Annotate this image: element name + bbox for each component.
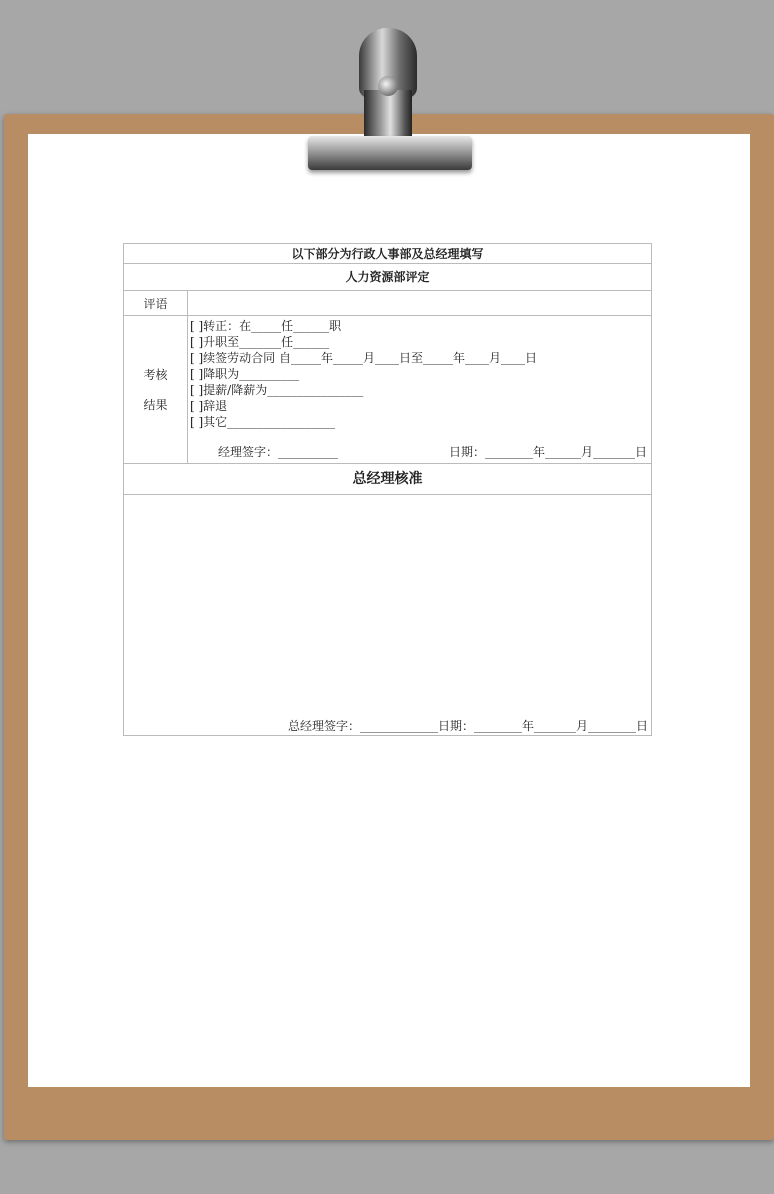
comment-field[interactable]	[188, 291, 651, 315]
result-label	[124, 316, 188, 463]
evaluation-form	[123, 243, 652, 736]
gm-approval-area[interactable]	[124, 495, 651, 735]
manager-date-field[interactable]: 日期：________年______月_______日	[448, 445, 647, 459]
form-top-note: 以下部分为行政人事部及总经理填写	[124, 244, 651, 264]
clip-rivet	[378, 76, 398, 96]
binder-clip	[300, 26, 476, 176]
result-label-line-1: 考核	[143, 367, 168, 382]
comment-row	[124, 291, 651, 316]
option-regularize[interactable]: [ ]转正：在_____任______职	[190, 319, 342, 333]
option-renew-contract[interactable]: [ ]续签劳动合同 自_____年_____月____日至_____年____月____日	[190, 351, 537, 365]
result-label-line-2: 结果	[143, 397, 168, 412]
hr-section-title: 人力资源部评定	[124, 264, 651, 291]
result-options	[188, 316, 651, 463]
option-promote[interactable]: [ ]升职至_______任______	[190, 335, 330, 349]
comment-label: 评语	[124, 291, 188, 315]
manager-sign-field[interactable]: 经理签字：__________	[218, 445, 339, 459]
option-demote[interactable]: [ ]降职为__________	[190, 367, 300, 381]
manager-signature-line	[218, 443, 647, 461]
gm-signature-line[interactable]: 总经理签字：_____________日期：________年_______月________日	[287, 719, 648, 733]
option-dismiss[interactable]: [ ]辞退	[190, 399, 228, 413]
gm-section-title: 总经理核准	[124, 464, 651, 495]
option-salary-change[interactable]: [ ]提薪/降薪为________________	[190, 383, 364, 397]
clip-bar	[308, 136, 472, 170]
result-row	[124, 316, 651, 464]
option-other[interactable]: [ ]其它__________________	[190, 415, 336, 429]
